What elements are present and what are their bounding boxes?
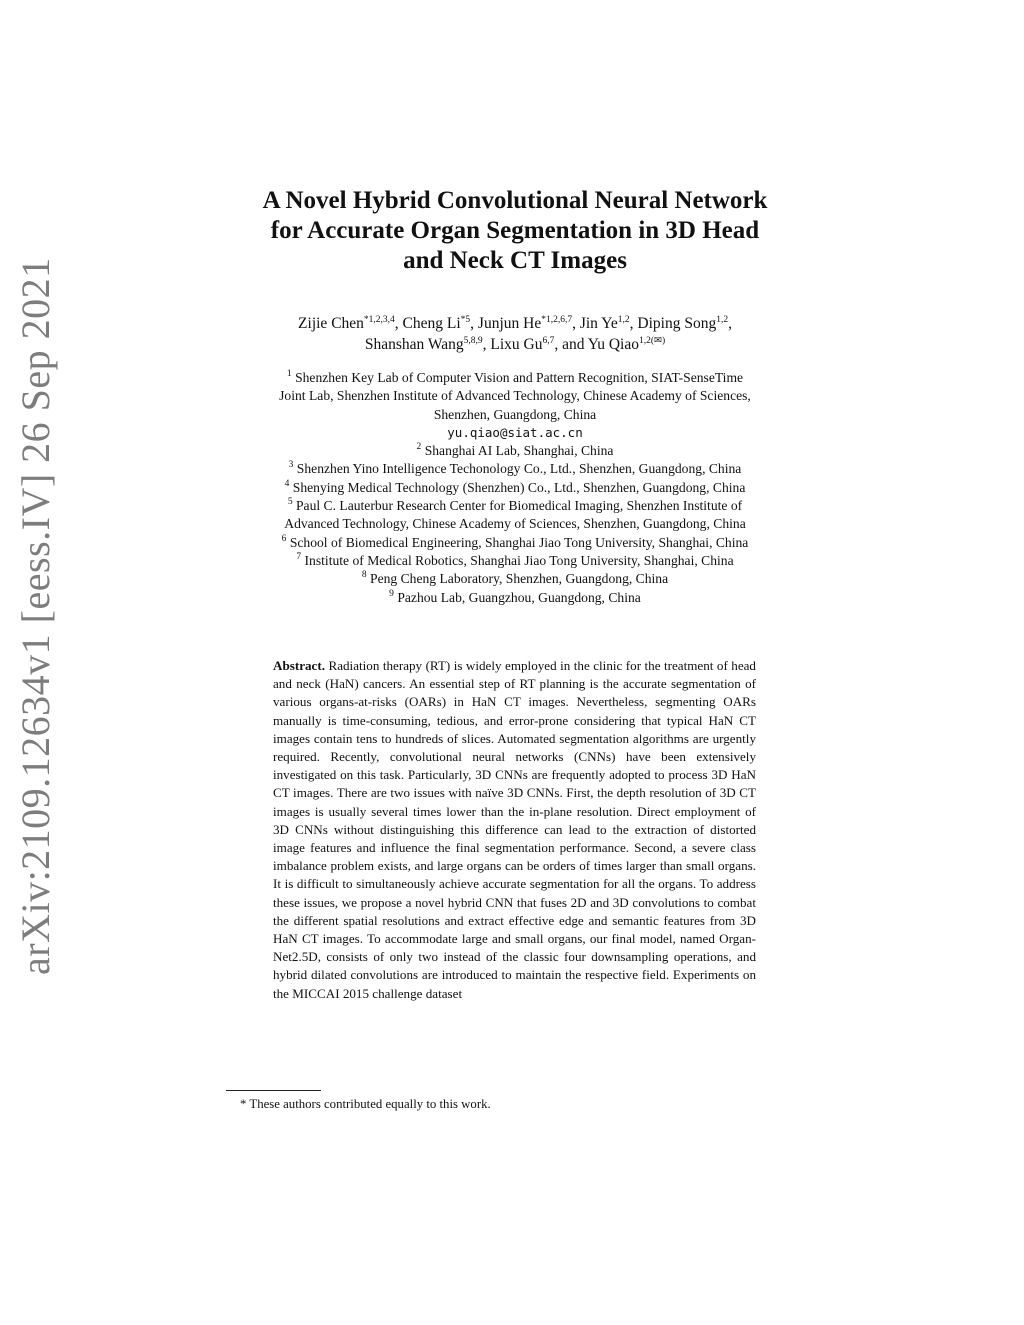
author-separator: , [629,315,638,332]
author-affiliation-marks: *1,2,3,4 [363,315,395,325]
affiliation-number: 9 [389,588,394,599]
author-name: Lixu Gu [490,336,543,353]
author-separator: , [728,315,732,332]
author-separator: , and [554,336,588,353]
affiliation-line [180,497,850,515]
affiliation-number: 3 [288,460,294,471]
arxiv-identifier: arXiv:2109.12634v1 [eess.IV] 26 Sep 2021 [13,257,58,975]
affiliation-line [180,387,850,405]
affiliation-text: Shenzhen Yino Intelligence Techonology Co., Ltd., Shenzhen, Guangdong, China [296,461,742,477]
affiliation-line [180,442,850,460]
footnote-text: These authors contributed equally to this work. [249,1097,491,1111]
affiliation-text: Pazhou Lab, Guangzhou, Guangdong, China [397,589,641,605]
footnote-mark: * [240,1097,247,1111]
affiliation-line [180,406,850,424]
affiliation-text: Shenzhen Key Lab of Computer Vision and Pattern Recognition, SIAT-SenseTime [295,370,744,385]
author-separator: , [470,315,478,332]
author-affiliation-marks: 1,2(✉) [639,336,666,346]
abstract-text: Radiation therapy (RT) is widely employed in the clinic for the treatment of head and neck (HaN) cancers. An essential step of RT planning is the accurate segmentation of various organs-at-risks (OARs) in HaN CT images. Nevertheless, segmenting OARs manually is time-consuming, tedious, and error-prone considering that typical HaN CT images contain tens to hundreds of slices. Automated segmentation algorithms are urgently required. Recently, convolutional neural networks (CNNs) have been extensively investigated on this task. Particularly, 3D CNNs are frequently adopted to process 3D HaN CT images. There are two issues with naïve 3D CNNs. First, the depth resolution of 3D CT images is usually several times lower than the in-plane resolution. Direct employment of 3D CNNs without distinguishing this difference can lead to the extraction of distorted image features and influence the final segmentation performance. Second, a severe class imbalance problem exists, and large organs can be orders of times larger than small organs. It is difficult to simultaneously achieve accurate segmentation for all the organs. To address these issues, we propose a novel hybrid CNN that fuses 2D and 3D convolutions to combat the different spatial resolutions and extract effective edge and semantic features from 3D HaN CT images. To accommodate large and small organs, our final model, named Organ-Net2.5D, consists of only two instead of the classic four downsampling operations, and hybrid dilated convolutions are introduced to maintain the respective field. Experiments on the MICCAI 2015 challenge dataset [273,658,756,1001]
footnote [240,1096,800,1113]
footnote-divider [226,1090,321,1091]
title-line: for Accurate Organ Segmentation in 3D Head [270,217,760,244]
author-affiliation-marks: *1,2,6,7 [541,315,573,325]
affiliation-line [180,552,850,570]
affiliation-number: 7 [296,551,302,562]
affiliation-line [180,515,850,533]
affiliation-number: 4 [284,478,290,489]
affiliation-list [180,369,850,607]
affiliation-text: Institute of Medical Robotics, Shanghai Jiao Tong University, Shanghai, China [304,552,734,568]
affiliation-line [180,589,850,607]
author-name: Junjun He [477,315,542,332]
abstract-label: Abstract. [273,658,325,673]
affiliation-line [180,570,850,588]
author-name: Cheng Li [402,315,461,332]
affiliation-number: 5 [287,497,293,508]
affiliation-text: Peng Cheng Laboratory, Shenzhen, Guangdong, China [370,571,669,587]
affiliation-line [180,479,850,497]
author-list [170,313,860,355]
author-affiliation-marks: 5,8,9 [463,336,483,346]
title-line: and Neck CT Images [403,247,627,274]
affiliation-line [180,534,850,552]
affiliation-number: 1 [286,369,292,379]
affiliation-text: Shenying Medical Technology (Shenzhen) Co., Ltd., Shenzhen, Guangdong, China [292,479,746,495]
author-name: Shanshan Wang [364,336,464,353]
author-line [170,313,860,334]
affiliation-text: Shanghai AI Lab, Shanghai, China [424,443,614,459]
affiliation-line [180,369,850,387]
author-affiliation-marks: *5 [460,315,471,325]
author-name: Jin Ye [579,315,618,332]
affiliation-text: School of Biomedical Engineering, Shanghai Jiao Tong University, Shanghai, China [289,534,749,550]
author-line [170,334,860,355]
affiliation-line [180,424,850,442]
contact-email[interactable]: yu.qiao@siat.ac.cn [447,424,583,440]
author-affiliation-marks: 1,2 [716,315,729,325]
affiliation-number: 6 [281,533,287,544]
affiliation-text: Joint Lab, Shenzhen Institute of Advanced Technology, Chinese Academy of Sciences, [279,388,751,404]
author-separator: , [394,315,403,332]
affiliation-line [180,460,850,478]
author-separator: , [572,315,580,332]
affiliation-text: Shenzhen, Guangdong, China [433,406,597,422]
title-line: A Novel Hybrid Convolutional Neural Network [262,187,768,214]
author-name: Diping Song [637,315,717,332]
author-affiliation-marks: 6,7 [542,336,555,346]
author-separator: , [482,336,491,353]
affiliation-text: Advanced Technology, Chinese Academy of Sciences, Shenzhen, Guangdong, China [284,516,746,532]
author-affiliation-marks: 1,2 [617,315,630,325]
abstract [273,657,756,1003]
paper-title [150,186,880,276]
affiliation-number: 2 [416,442,422,453]
affiliation-text: Paul C. Lauterbur Research Center for Biomedical Imaging, Shenzhen Institute of [295,498,743,514]
affiliation-number: 8 [361,570,367,581]
author-name: Zijie Chen [298,315,364,332]
author-name: Yu Qiao [587,336,639,353]
